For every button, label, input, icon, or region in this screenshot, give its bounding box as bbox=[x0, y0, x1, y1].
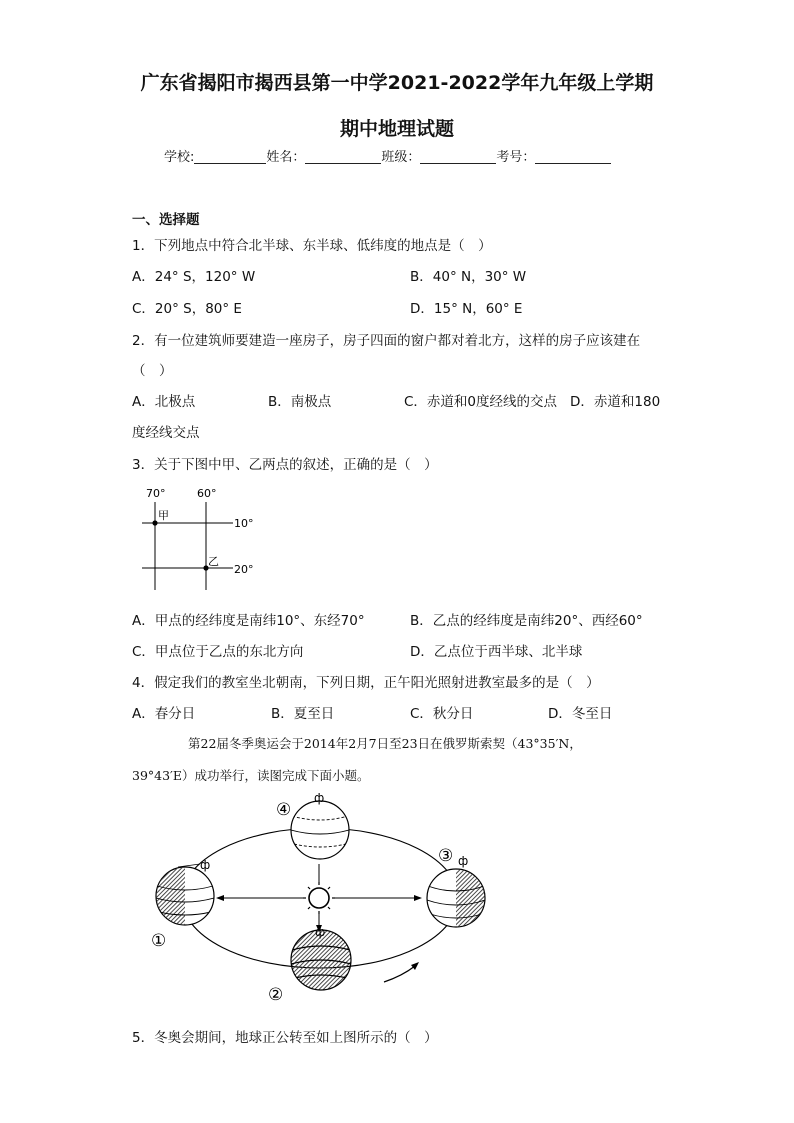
q3-stem: 3．关于下图中甲、乙两点的叙述，正确的是（ ） bbox=[132, 457, 438, 473]
student-info-line bbox=[164, 146, 611, 165]
q2-stem: 2．有一位建筑师要建造一座房子，房子四面的窗户都对着北方，这样的房子应该建在 bbox=[132, 333, 641, 349]
axis-symbol-3: ф bbox=[458, 854, 469, 868]
passage-line1: 第22届冬季奥运会于2014年2月7日至23日在俄罗斯索契（43°35′N， bbox=[188, 736, 582, 751]
orbit-direction-arrow bbox=[384, 966, 415, 982]
passage-line2: 39°43′E）成功举行，读图完成下面小题。 bbox=[132, 768, 370, 783]
number-label: 考号： bbox=[496, 150, 536, 165]
page-title-line1: 广东省揭阳市揭西县第一中学2021-2022学年九年级上学期 bbox=[140, 72, 654, 94]
q1-option-b[interactable]: B．40° N，30° W bbox=[410, 269, 527, 285]
position-label-3: ③ bbox=[438, 846, 454, 866]
school-blank[interactable] bbox=[194, 149, 266, 164]
axis-symbol-1: ф bbox=[200, 858, 211, 872]
name-blank[interactable] bbox=[305, 149, 381, 164]
section-heading: 一、选择题 bbox=[132, 212, 200, 228]
q2-option-d[interactable]: D．赤道和180 bbox=[570, 394, 661, 410]
q2-option-b[interactable]: B．南极点 bbox=[268, 394, 332, 410]
q2-option-a[interactable]: A．北极点 bbox=[132, 394, 196, 410]
position-label-2: ② bbox=[268, 985, 284, 1005]
earth-orbit-figure bbox=[140, 786, 510, 1010]
q4-stem: 4．假定我们的教室坐北朝南，下列日期，正午阳光照射进教室最多的是（ ） bbox=[132, 675, 600, 691]
sunlight-arrowhead-left bbox=[216, 895, 224, 901]
earth-position-1 bbox=[156, 858, 214, 925]
q2-stem-cont: （ ） bbox=[132, 363, 173, 379]
q3-option-a[interactable]: A．甲点的经纬度是南纬10°、东经70° bbox=[132, 613, 365, 629]
sun-icon bbox=[303, 882, 335, 914]
q1-option-d[interactable]: D．15° N，60° E bbox=[410, 301, 523, 317]
earth-position-2 bbox=[291, 925, 351, 990]
axis-symbol-4: ф bbox=[314, 791, 325, 805]
name-label: 姓名： bbox=[266, 150, 306, 165]
lon70-label: 70° bbox=[146, 487, 166, 500]
earth-position-4 bbox=[291, 791, 349, 859]
lat20-label: 20° bbox=[234, 563, 254, 576]
q1-stem: 1．下列地点中符合北半球、东半球、低纬度的地点是（ ） bbox=[132, 238, 492, 254]
position-label-4: ④ bbox=[276, 800, 292, 820]
number-blank[interactable] bbox=[535, 149, 611, 164]
lat10-label: 10° bbox=[234, 517, 254, 530]
lat-lon-grid-figure bbox=[130, 482, 280, 592]
class-blank[interactable] bbox=[420, 149, 496, 164]
point-jia-label: 甲 bbox=[158, 509, 169, 522]
class-label: 班级： bbox=[381, 150, 421, 165]
point-jia-dot bbox=[152, 520, 157, 525]
q5-stem: 5．冬奥会期间，地球正公转至如上图所示的（ ） bbox=[132, 1030, 438, 1046]
earth-position-3 bbox=[427, 854, 485, 927]
q2-option-d-cont: 度经线交点 bbox=[132, 425, 200, 441]
q4-option-d[interactable]: D．冬至日 bbox=[548, 706, 613, 722]
school-label: 学校: bbox=[164, 150, 195, 165]
q3-option-c[interactable]: C．甲点位于乙点的东北方向 bbox=[132, 644, 304, 660]
q2-option-c[interactable]: C．赤道和0度经线的交点 bbox=[404, 394, 558, 410]
axis-symbol-2: ф bbox=[315, 925, 326, 939]
lon60-label: 60° bbox=[197, 487, 217, 500]
q4-option-b[interactable]: B．夏至日 bbox=[271, 706, 335, 722]
page-title-line2: 期中地理试题 bbox=[339, 118, 454, 140]
q3-option-d[interactable]: D．乙点位于西半球、北半球 bbox=[410, 644, 583, 660]
q1-option-a[interactable]: A．24° S，120° W bbox=[132, 269, 256, 285]
position-label-1: ① bbox=[151, 931, 167, 951]
q4-option-c[interactable]: C．秋分日 bbox=[410, 706, 474, 722]
q4-option-a[interactable]: A．春分日 bbox=[132, 706, 196, 722]
q3-option-b[interactable]: B．乙点的经纬度是南纬20°、西经60° bbox=[410, 613, 643, 629]
point-yi-label: 乙 bbox=[208, 555, 219, 568]
sunlight-arrowhead-right bbox=[414, 895, 422, 901]
q1-option-c[interactable]: C．20° S，80° E bbox=[132, 301, 242, 317]
